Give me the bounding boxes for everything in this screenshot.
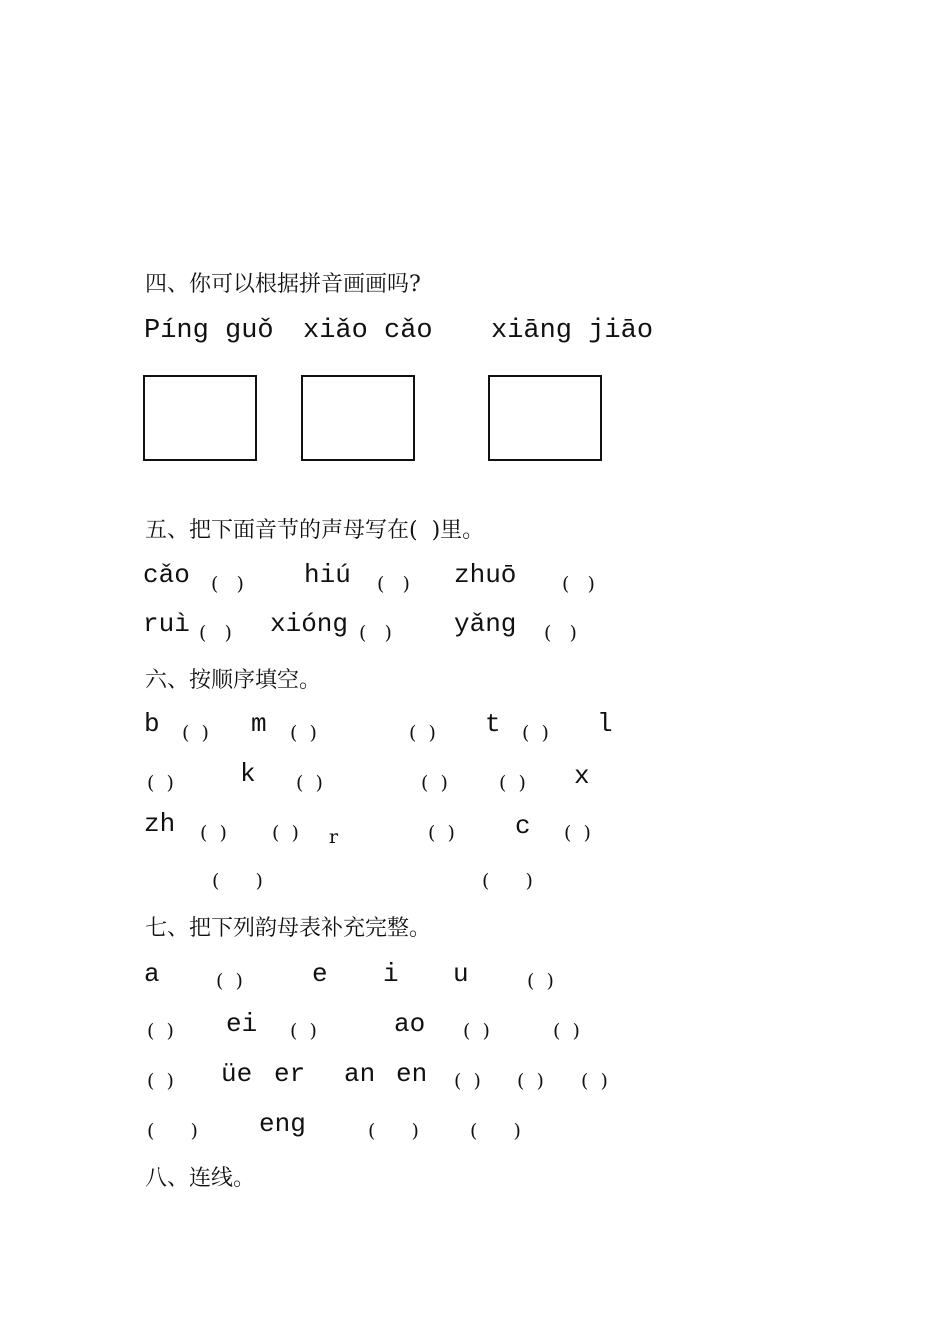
answer-blank[interactable]: ( ) [272,822,299,844]
answer-blank[interactable]: ( ) [368,1120,427,1142]
answer-blank[interactable]: ( ) [421,772,448,794]
answer-blank[interactable]: ( ) [454,1070,481,1092]
syllable-hiu: hiú [304,560,351,590]
final-e: e [312,959,328,989]
answer-blank[interactable]: ( ) [470,1120,529,1142]
final-an: an [344,1059,376,1089]
answer-blank[interactable]: ( ) [564,822,591,844]
answer-blank[interactable]: ( ) [377,573,410,595]
final-ue: üe [221,1059,253,1089]
syllable-yang: yǎng [454,609,517,639]
syllable-zhuo: zhuō [454,560,517,590]
letter-r: r [329,826,339,848]
letter-c: c [515,811,531,841]
answer-blank[interactable]: ( ) [463,1020,490,1042]
answer-blank[interactable]: ( ) [216,970,243,992]
drawing-box-apple[interactable] [143,375,257,461]
syllable-rui: ruì [143,609,190,639]
letter-zh: zh [144,809,176,839]
answer-blank[interactable]: ( ) [296,772,323,794]
answer-blank[interactable]: ( ) [200,822,227,844]
answer-blank[interactable]: ( ) [482,870,541,892]
final-a: a [144,959,160,989]
pinyin-pingguo: Píng guǒ [144,316,274,346]
pinyin-xiaocao: xiǎo cǎo [303,316,433,346]
answer-blank[interactable]: ( ) [147,1070,174,1092]
section-7-title: 七、把下列韵母表补充完整。 [145,916,432,941]
section-8-title: 八、连线。 [145,1166,256,1191]
letter-t: t [485,709,501,739]
answer-blank[interactable]: ( ) [182,722,209,744]
drawing-box-banana[interactable] [488,375,602,461]
answer-blank[interactable]: ( ) [147,1020,174,1042]
answer-blank[interactable]: ( ) [211,573,244,595]
answer-blank[interactable]: ( ) [409,722,436,744]
section-4-title: 四、你可以根据拼音画画吗? [145,272,421,297]
syllable-cao: cǎo [143,560,190,590]
final-er: er [274,1059,306,1089]
final-u: u [453,959,469,989]
syllable-xiong: xióng [270,609,349,639]
answer-blank[interactable]: ( ) [499,772,526,794]
answer-blank[interactable]: ( ) [290,1020,317,1042]
section-6-title: 六、按顺序填空。 [145,668,322,693]
section-5-title: 五、把下面音节的声母写在( )里。 [145,518,485,543]
answer-blank[interactable]: ( ) [562,573,595,595]
answer-blank[interactable]: ( ) [581,1070,608,1092]
answer-blank[interactable]: ( ) [147,772,174,794]
pinyin-xiangjiao: xiāng jiāo [491,316,654,346]
final-eng: eng [259,1109,306,1139]
final-en: en [396,1059,428,1089]
answer-blank[interactable]: ( ) [553,1020,580,1042]
answer-blank[interactable]: ( ) [199,622,232,644]
letter-b: b [144,709,160,739]
letter-x: x [574,761,590,791]
final-ei: ei [226,1009,258,1039]
answer-blank[interactable]: ( ) [544,622,577,644]
final-i: i [383,959,399,989]
letter-m: m [251,709,267,739]
answer-blank[interactable]: ( ) [527,970,554,992]
final-ao: ao [394,1009,426,1039]
letter-l: l [597,709,613,739]
answer-blank[interactable]: ( ) [147,1120,206,1142]
answer-blank[interactable]: ( ) [359,622,392,644]
letter-k: k [240,759,256,789]
answer-blank[interactable]: ( ) [290,722,317,744]
answer-blank[interactable]: ( ) [522,722,549,744]
answer-blank[interactable]: ( ) [428,822,455,844]
answer-blank[interactable]: ( ) [517,1070,544,1092]
drawing-box-grass[interactable] [301,375,415,461]
answer-blank[interactable]: ( ) [212,870,271,892]
